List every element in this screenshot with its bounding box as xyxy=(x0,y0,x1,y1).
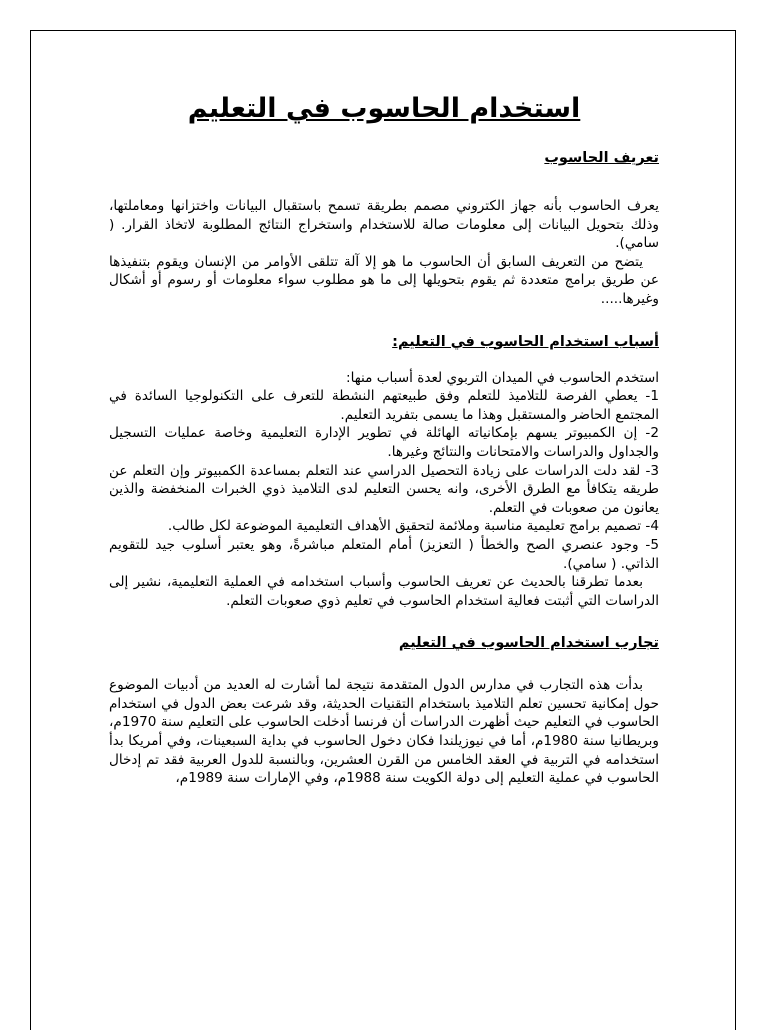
section-heading-definition: تعريف الحاسوب xyxy=(544,150,659,166)
list-item: 1- يعطي الفرصة للتلاميذ للتعلم وفق طبيعتهم النشطة للتعرف على التكنولوجيا السائدة في المجتمع الحاضر والمستقبل وهذا ما يسمى بتفريد التعليم. xyxy=(109,388,659,423)
document-title: استخدام الحاسوب في التعليم xyxy=(187,93,581,124)
list-item: 4- تصميم برامج تعليمية مناسبة وملائمة لتحقيق الأهداف التعليمية الموضوعة لكل طالب. xyxy=(167,518,659,535)
list-item: 3- لقد دلت الدراسات على زيادة التحصيل الدراسي عند التعلم بمساعدة الكمبيوتر وإن التعلم عن طريقه يتكافأ مع الطرق الأخرى، وانه يحسن التعليم لدى التلاميذ ذوي الخبرات المنخفضة والذين يعانون من صعوبات في التعلم. xyxy=(109,462,659,516)
paragraph: بدأت هذه التجارب في مدارس الدول المتقدمة نتيجة لما أشارت له العديد من أدبيات الموضوع حول إمكانية تحسين تعلم التلاميذ باستخدام التقنيات الحديثة، وقد شرعت بعض الدول في استخدام الحاسوب في التعليم حيث أظهرت الدراسات أن فرنسا أدخلت الحاسوب على التعليم سنة 1970م، وبريطانيا سنة 1980م، أما في نيوزيلندا فكان دخول الحاسوب في بداية السبعينات، وفي أمريكا بدأ استخدامه في التربية في العقد الخامس من القرن العشرين، وبالنسبة للدول العربية فقد تم إدخال الحاسوب في عملية التعليم إلى دولة الكويت سنة 1988م، وفي الإمارات سنة 1989م، xyxy=(109,677,659,787)
paragraph: يتضح من التعريف السابق أن الحاسوب ما هو إلا آلة تتلقى الأوامر من الإنسان ويقوم بتنفيذها عن طريق برامج متعددة ثم يقوم بتحويلها إلى ما هو مطلوب سواء معلومات أو رسوم أو أشكال وغيرها..... xyxy=(109,253,659,307)
section-heading-reasons: أسباب استخدام الحاسوب في التعليم: xyxy=(392,333,659,350)
document-page xyxy=(30,30,736,1030)
list-item: 2- إن الكمبيوتر يسهم بإمكانياته الهائلة في تطوير الإدارة التعليمية وخاصة عمليات التسجيل والجداول والدراسات والامتحانات والنتائج وغيرها. xyxy=(109,425,659,460)
section-heading-experiences: تجارب استخدام الحاسوب في التعليم xyxy=(398,635,659,652)
document-body xyxy=(109,91,659,788)
paragraph: يعرف الحاسوب بأنه جهاز الكتروني مصمم بطريقة تسمح باستقبال البيانات واختزانها ومعاملتها، وذلك بتحويل البيانات إلى معلومات صالة للاستخدام واستخراج النتائج المطلوبة لاتخاذ القرار. ( سامي). xyxy=(109,198,659,252)
list-item: 5- وجود عنصري الصح والخطأ ( التعزيز) أمام المتعلم مباشرةً، وهو يعتبر أسلوب جيد للتقويم الذاتي. ( سامي). xyxy=(109,536,659,572)
paragraph: استخدم الحاسوب في الميدان التربوي لعدة أسباب منها: xyxy=(346,369,659,386)
paragraph: بعدما تطرقنا بالحديث عن تعريف الحاسوب وأسباب استخدامه في العملية التعليمية، نشير إلى الدراسات التي أثبتت فعالية استخدام الحاسوب في تعليم ذوي صعوبات التعلم. xyxy=(109,574,659,609)
